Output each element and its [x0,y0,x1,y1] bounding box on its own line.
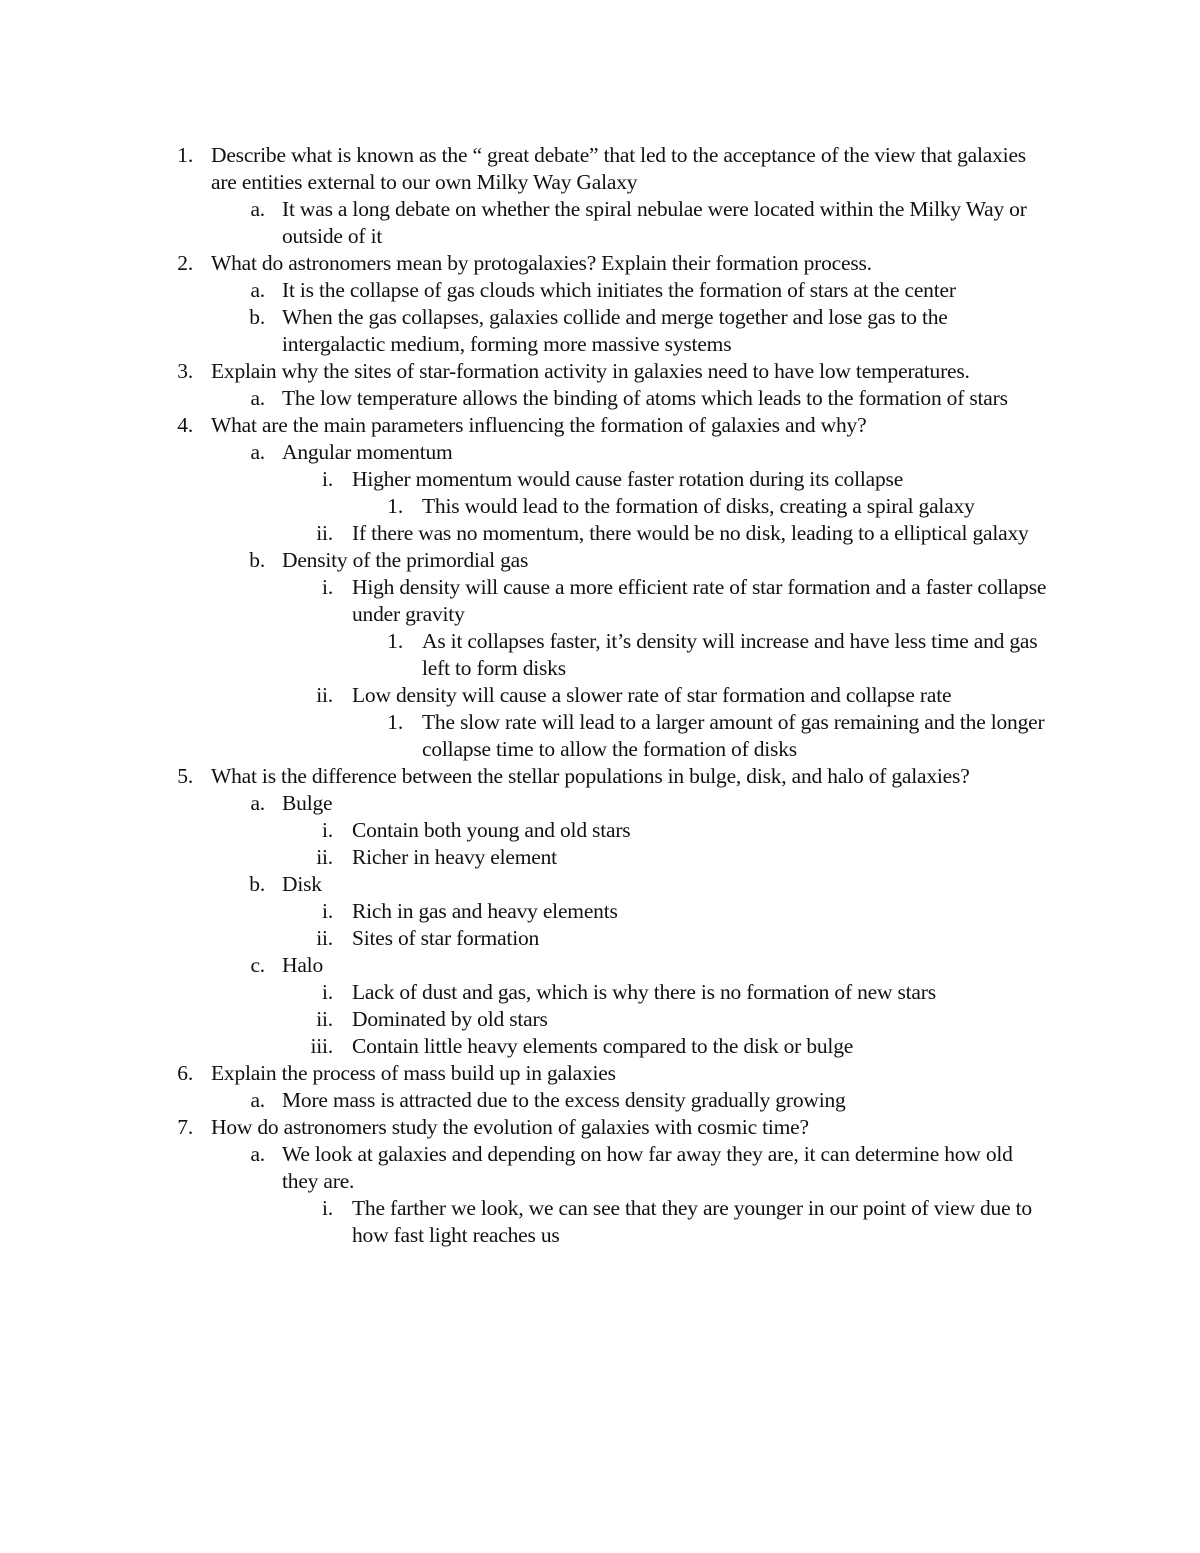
list-item-text: Contain both young and old stars [352,818,631,842]
list-item-text: The low temperature allows the binding of atoms which leads to the formation of stars [282,386,1008,410]
sub-point-item [0,925,1054,952]
list-marker: 1. [387,629,403,653]
question-answer-outline [0,142,1200,1249]
list-marker: 4. [177,413,193,437]
answer-item [0,196,1052,250]
answer-item [0,547,1052,574]
sub-point-item [0,574,1054,628]
detail-item [0,709,1060,763]
list-item-text: Explain why the sites of star-formation activity in galaxies need to have low temperatures. [211,359,970,383]
list-marker: i. [322,467,333,491]
list-item-text: Halo [282,953,323,977]
list-item-text: When the gas collapses, galaxies collide and merge together and lose gas to the intergalactic medium, forming more massive systems [282,305,948,356]
list-marker: 3. [177,359,193,383]
list-item-text: Sites of star formation [352,926,540,950]
list-marker: 1. [177,143,193,167]
list-marker: a. [250,1088,265,1112]
list-item-text: How do astronomers study the evolution of galaxies with cosmic time? [211,1115,809,1139]
list-marker: c. [250,953,265,977]
answer-item [0,1141,1052,1195]
list-item-text: As it collapses faster, it’s density will increase and have less time and gas left to form disks [422,629,1038,680]
list-marker: ii. [316,521,333,545]
sub-point-item [0,844,1054,871]
answer-item [0,385,1052,412]
sub-point-item [0,466,1054,493]
sub-point-item [0,520,1054,547]
list-marker: iii. [310,1034,333,1058]
list-marker: i. [322,1196,333,1220]
list-item-text: The slow rate will lead to a larger amount of gas remaining and the longer collapse time to allow the formation of disks [422,710,1045,761]
answer-item [0,277,1052,304]
answer-item [0,871,1052,898]
list-marker: 6. [177,1061,193,1085]
detail-item [0,628,1060,682]
list-item-text: Richer in heavy element [352,845,557,869]
list-marker: b. [249,548,265,572]
list-item-text: We look at galaxies and depending on how far away they are, it can determine how old they are. [282,1142,1013,1193]
list-item-text: Density of the primordial gas [282,548,529,572]
sub-point-item [0,682,1054,709]
detail-item [0,493,1060,520]
list-marker: ii. [316,683,333,707]
answer-item [0,952,1052,979]
list-item-text: What is the difference between the stellar populations in bulge, disk, and halo of galaxies? [211,764,970,788]
list-item-text: Dominated by old stars [352,1007,548,1031]
list-marker: a. [250,278,265,302]
list-item-text: If there was no momentum, there would be no disk, leading to a elliptical galaxy [352,521,1029,545]
list-marker: a. [250,1142,265,1166]
list-item-text: High density will cause a more efficient rate of star formation and a faster collapse under gravity [352,575,1047,626]
question-item [0,250,1049,277]
list-marker: 1. [387,710,403,734]
sub-point-item [0,1195,1054,1249]
list-item-text: It was a long debate on whether the spiral nebulae were located within the Milky Way or outside of it [282,197,1027,248]
list-marker: b. [249,305,265,329]
question-item [0,358,1049,385]
question-item [0,763,1049,790]
list-item-text: Explain the process of mass build up in galaxies [211,1061,616,1085]
list-item-text: Contain little heavy elements compared to the disk or bulge [352,1034,854,1058]
list-marker: b. [249,872,265,896]
list-marker: 7. [177,1115,193,1139]
list-item-text: Rich in gas and heavy elements [352,899,618,923]
list-marker: a. [250,440,265,464]
sub-point-item [0,1006,1054,1033]
list-item-text: The farther we look, we can see that they are younger in our point of view due to how fast light reaches us [352,1196,1032,1247]
answer-item [0,1087,1052,1114]
sub-point-item [0,979,1054,1006]
answer-item [0,790,1052,817]
list-item-text: More mass is attracted due to the excess density gradually growing [282,1088,846,1112]
question-item [0,1114,1049,1141]
sub-point-item [0,898,1054,925]
list-marker: 2. [177,251,193,275]
list-item-text: Higher momentum would cause faster rotation during its collapse [352,467,904,491]
list-item-text: What do astronomers mean by protogalaxies? Explain their formation process. [211,251,872,275]
list-marker: i. [322,575,333,599]
list-marker: ii. [316,926,333,950]
list-marker: a. [250,197,265,221]
list-marker: 5. [177,764,193,788]
list-item-text: Describe what is known as the “ great debate” that led to the acceptance of the view that galaxies are entities external to our own Milky Way Galaxy [211,143,1026,194]
list-item-text: Bulge [282,791,333,815]
question-item [0,412,1049,439]
list-item-text: It is the collapse of gas clouds which initiates the formation of stars at the center [282,278,956,302]
list-marker: a. [250,386,265,410]
list-marker: i. [322,980,333,1004]
list-marker: ii. [316,845,333,869]
sub-point-item [0,1033,1054,1060]
question-item [0,1060,1049,1087]
list-marker: i. [322,818,333,842]
list-marker: 1. [387,494,403,518]
list-item-text: Lack of dust and gas, which is why there is no formation of new stars [352,980,936,1004]
list-marker: a. [250,791,265,815]
list-item-text: What are the main parameters influencing the formation of galaxies and why? [211,413,867,437]
answer-item [0,304,1052,358]
list-marker: ii. [316,1007,333,1031]
answer-item [0,439,1052,466]
question-item [0,142,1049,196]
sub-point-item [0,817,1054,844]
list-item-text: Low density will cause a slower rate of star formation and collapse rate [352,683,952,707]
list-item-text: Angular momentum [282,440,453,464]
list-marker: i. [322,899,333,923]
list-item-text: This would lead to the formation of disks, creating a spiral galaxy [422,494,975,518]
list-item-text: Disk [282,872,322,896]
